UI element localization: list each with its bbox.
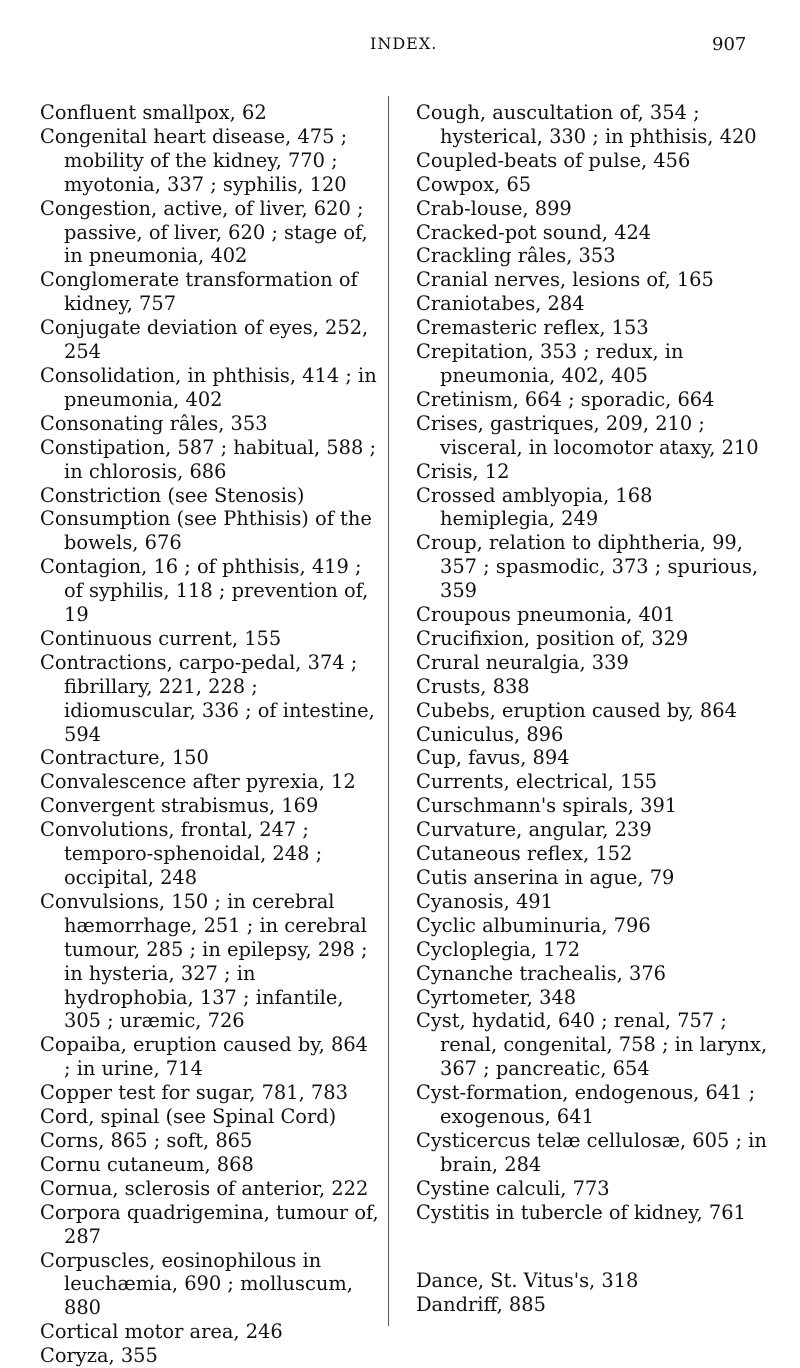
index-entry: Cowpox, 65 [416,172,532,196]
index-entry: Copper test for sugar, 781, 783 [40,1081,348,1105]
index-entry: Copaiba, eruption caused by, 864 ; in urine, 714 [40,1033,368,1081]
index-entry: Curschmann's spirals, 391 [416,794,678,818]
index-entry: Crucifixion, position of, 329 [416,626,689,650]
index-entry: Craniotabes, 284 [416,292,585,316]
index-entry: Cyclic albuminuria, 796 [416,913,651,937]
index-entry: Consumption (see Phthisis) of the bowels, 676 [40,507,372,555]
index-entry: Crackling râles, 353 [416,244,616,268]
index-entry: Congenital heart disease, 475 ; mobility of the kidney, 770 ; myotonia, 337 ; syphilis, 120 [40,124,348,196]
index-entry: Cornu cutaneum, 868 [40,1152,254,1176]
index-entry: Corpora quadrigemina, tumour of, 287 [40,1200,379,1248]
index-entry: Cystine calculi, 773 [416,1176,610,1200]
index-entry: Consolidation, in phthisis, 414 ; in pneumonia, 402 [40,363,377,411]
index-entry: Cysticercus telæ cellulosæ, 605 ; in brain, 284 [416,1128,767,1176]
letter-section-gap [416,1225,768,1269]
column-divider [388,96,389,1326]
index-entry: Continuous current, 155 [40,626,282,650]
right-column [416,101,768,1316]
index-entry: Crab-louse, 899 [416,196,572,220]
index-entry: Cystitis in tubercle of kidney, 761 [416,1200,746,1224]
index-entry: Crural neuralgia, 339 [416,650,629,674]
index-entry: Coryza, 355 [40,1344,158,1368]
page-header [0,34,800,64]
index-entry: Coupled-beats of pulse, 456 [416,148,691,172]
index-entry: Cyanosis, 491 [416,889,553,913]
index-entry: Croupous pneumonia, 401 [416,603,676,627]
index-entry: Convergent strabismus, 169 [40,794,319,818]
index-entry: Cremasteric reflex, 153 [416,316,649,340]
index-entry: Corpuscles, eosinophilous in leuchæmia, 690 ; molluscum, 880 [40,1248,353,1320]
index-entry: Cycloplegia, 172 [416,937,581,961]
index-entry: Contracture, 150 [40,746,209,770]
index-entry: Cretinism, 664 ; sporadic, 664 [416,387,715,411]
index-entry: Convolutions, frontal, 247 ; temporo-sphenoidal, 248 ; occipital, 248 [40,818,323,889]
index-entry: Convalescence after pyrexia, 12 [40,770,356,794]
index-entry: Dandriff, 885 [416,1292,546,1316]
index-entry: Cutis anserina in ague, 79 [416,866,675,889]
index-entry: Cubebs, eruption caused by, 864 [416,698,737,722]
running-title: INDEX. [370,34,438,53]
index-entry: Congestion, active, of liver, 620 ; passive, of liver, 620 ; stage of, in pneumonia, 402 [40,196,368,268]
index-entry: Crisis, 12 [416,459,510,483]
index-entry: Cuniculus, 896 [416,722,564,746]
index-entry: Crusts, 838 [416,674,530,698]
index-entry: Currents, electrical, 155 [416,770,658,794]
index-entry: Confluent smallpox, 62 [40,101,267,124]
index-entry: Cyrtometer, 348 [416,985,577,1009]
index-entry: Crises, gastriques, 209, 210 ; visceral, in locomotor ataxy, 210 [416,411,759,459]
index-entry: Cutaneous reflex, 152 [416,842,633,866]
index-entry: Curvature, angular, 239 [416,818,652,842]
index-entry: Contagion, 16 ; of phthisis, 419 ; of syphilis, 118 ; prevention of, 19 [40,555,369,627]
index-entry: Constriction (see Stenosis) [40,483,305,507]
index-entry: Conjugate deviation of eyes, 252, 254 [40,316,369,364]
index-entry: Crepitation, 353 ; redux, in pneumonia, 402, 405 [416,340,684,387]
index-entry: Cortical motor area, 246 [40,1320,283,1344]
index-entry: Cup, favus, 894 [416,746,570,770]
index-entry: Corns, 865 ; soft, 865 [40,1128,253,1152]
index-entry: Cranial nerves, lesions of, 165 [416,268,714,292]
index-entry: Cord, spinal (see Spinal Cord) [40,1105,337,1129]
index-entry: Cornua, sclerosis of anterior, 222 [40,1176,369,1200]
index-entry: Crossed amblyopia, 168 hemiplegia, 249 [416,483,653,531]
index-entry: Consonating râles, 353 [40,411,268,435]
index-entry: Cyst-formation, endogenous, 641 ; exogenous, 641 [416,1081,756,1129]
index-entry: Croup, relation to diphtheria, 99, 357 ; spasmodic, 373 ; spurious, 359 [416,531,759,603]
index-entry: Cough, auscultation of, 354 ; hysterical, 330 ; in phthisis, 420 [416,101,757,148]
left-column [40,101,380,1368]
index-entry: Cynanche trachealis, 376 [416,961,667,985]
index-entry: Contractions, carpo-pedal, 374 ; fibrillary, 221, 228 ; idiomuscular, 336 ; of intestine, 594 [40,650,375,746]
index-entry: Cyst, hydatid, 640 ; renal, 757 ; renal, congenital, 758 ; in larynx, 367 ; pancreatic, 654 [416,1009,768,1081]
index-entry: Cracked-pot sound, 424 [416,220,652,244]
page-number: 907 [712,34,747,55]
index-entry: Constipation, 587 ; habitual, 588 ; in chlorosis, 686 [40,435,377,483]
index-entry: Conglomerate transformation of kidney, 757 [40,268,358,316]
index-entry: Dance, St. Vitus's, 318 [416,1268,639,1292]
index-entry: Convulsions, 150 ; in cerebral hæmorrhage, 251 ; in cerebral tumour, 285 ; in epilepsy, 298 ; in hysteria, 327 ; in hydrophobia, 137 ; infantile, 305 ; uræmic, 726 [40,889,368,1033]
